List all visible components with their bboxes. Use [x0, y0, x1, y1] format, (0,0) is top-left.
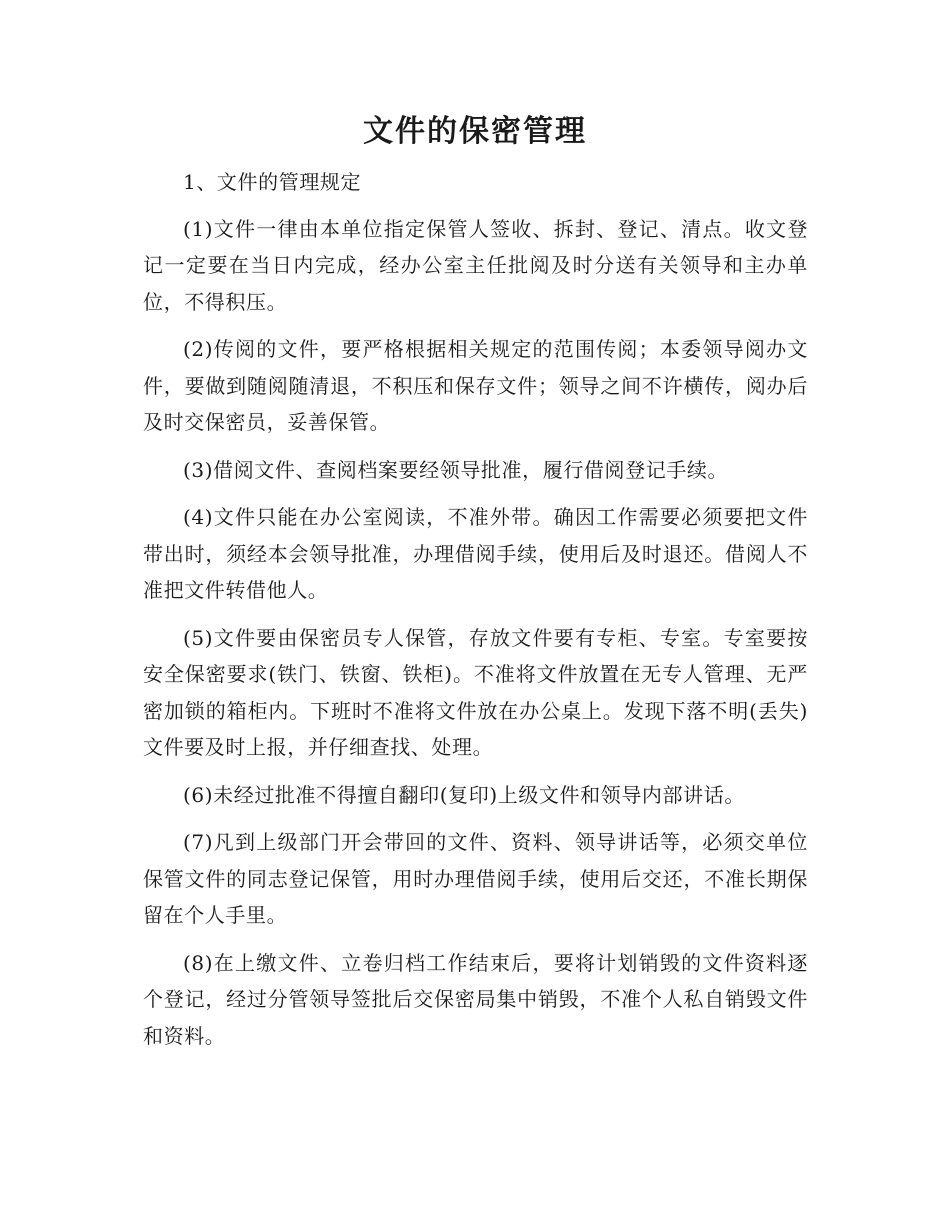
paragraph-8: (8)在上缴文件、立卷归档工作结束后，要将计划销毁的文件资料逐个登记，经过分管领导签批后交保密局集中销毁，不准个人私自销毁文件和资料。 — [143, 950, 808, 1048]
paragraph-6: (6)未经过批准不得擅自翻印(复印)上级文件和领导内部讲话。 — [183, 782, 745, 807]
document-title: 文件的保密管理 — [363, 114, 587, 149]
paragraph-3: (3)借阅文件、查阅档案要经领导批准，履行借阅登记手续。 — [183, 457, 729, 482]
paragraph-1: (1)文件一律由本单位指定保管人签收、拆封、登记、清点。收文登记一定要在当日内完成，经办公室主任批阅及时分送有关领导和主办单位，不得积压。 — [143, 216, 808, 314]
paragraph-5: (5)文件要由保密员专人保管，存放文件要有专柜、专室。专室要按安全保密要求(铁门、铁窗、铁柜)。不准将文件放置在无专人管理、无严密加锁的箱柜内。下班时不准将文件放在办公桌上。发现下落不明(丢失)文件要及时上报，并仔细查找、处理。 — [143, 625, 808, 759]
document-body — [143, 164, 808, 1065]
paragraph-7: (7)凡到上级部门开会带回的文件、资料、领导讲话等，必须交单位保管文件的同志登记保管，用时办理借阅手续，使用后交还，不准长期保留在个人手里。 — [143, 830, 808, 927]
paragraph-2: (2)传阅的文件，要严格根据相关规定的范围传阅；本委领导阅办文件，要做到随阅随清退，不积压和保存文件；领导之间不许横传，阅办后及时交保密员，妥善保管。 — [143, 337, 808, 434]
paragraph-4: (4)文件只能在办公室阅读，不准外带。确因工作需要必须要把文件带出时，须经本会领导批准，办理借阅手续，使用后及时退还。借阅人不准把文件转借他人。 — [143, 505, 808, 602]
section-heading: 1、文件的管理规定 — [183, 170, 362, 194]
